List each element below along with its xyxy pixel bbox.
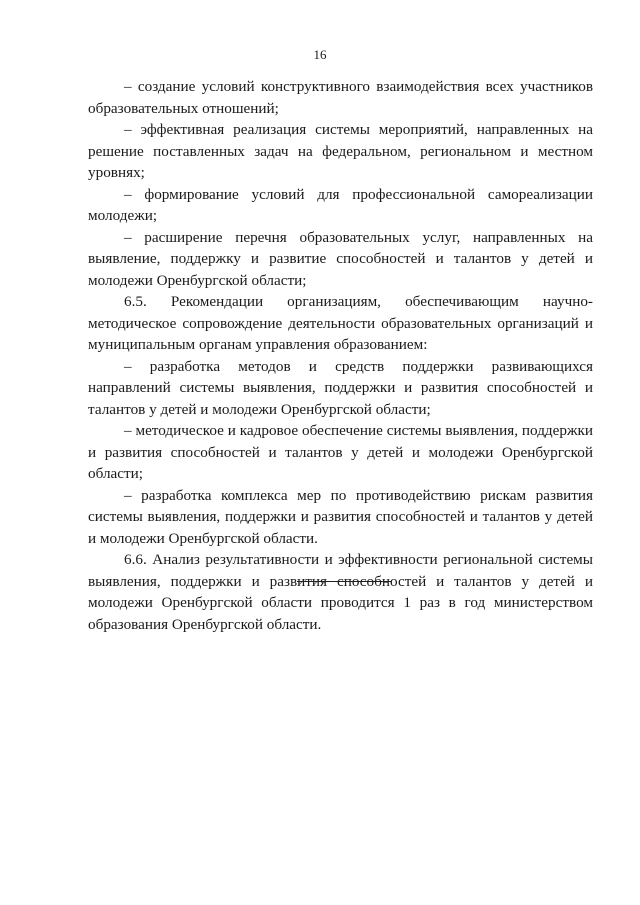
document-body <box>88 76 593 635</box>
page-number: 16 <box>313 47 327 62</box>
list-item-educational-services: – расширение перечня образовательных услуг, направленных на выявление, поддержку и развитие способностей и талантов у детей и молодежи Оренбургской области; <box>88 228 593 289</box>
list-item-risk-measures: – разработка комплекса мер по противодействию рискам развития системы выявления, поддержки и развития способностей и талантов у детей и молодежи Оренбургской области. <box>88 486 593 547</box>
list-item-methods-development: – разработка методов и средств поддержки развивающихся направлений системы выявления, поддержки и развития способностей и талантов у детей и молодежи Оренбургской области; <box>88 357 593 418</box>
list-item-constructive-interaction: – создание условий конструктивного взаимодействия всех участников образовательных отношений; <box>88 78 593 117</box>
end-divider-line <box>297 581 391 582</box>
list-item-self-realization: – формирование условий для профессиональной самореализации молодежи; <box>88 185 593 224</box>
section-6-6-analysis: 6.6. Анализ результативности и эффективности региональной системы выявления, поддержки и развития способностей и талантов у детей и молодежи Оренбургской области проводится 1 раз в год министерством образования Оренбургской области. <box>88 551 593 633</box>
list-item-methodical-support: – методическое и кадровое обеспечение системы выявления, поддержки и развития способностей и талантов у детей и молодежи Оренбургской области; <box>88 422 593 482</box>
list-item-effective-implementation: – эффективная реализация системы мероприятий, направленных на решение поставленных задач на федеральном, региональном и местном уровнях; <box>88 121 593 181</box>
section-6-5-recommendations: 6.5. Рекомендации организациям, обеспечивающим научно-методическое сопровождение деятельности образовательных организаций и муниципальным органам управления образованием: <box>88 293 593 353</box>
